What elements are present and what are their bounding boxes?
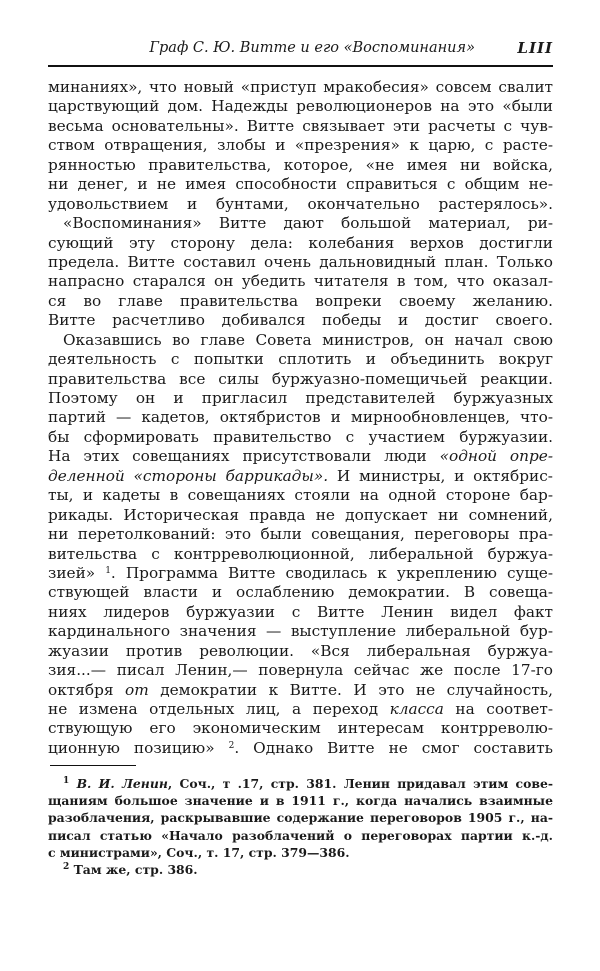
text-line: вительства с контрреволюционной, либеральной буржуа- [48,544,553,563]
text-line [48,467,553,486]
italic-text: «одной опре- [439,447,553,466]
paragraph [48,331,553,759]
footnote-rule [50,765,136,766]
footnote-line [48,809,553,826]
text-line [48,739,553,758]
running-title: Граф С. Ю. Витте и его «Воспоминания» [149,40,475,56]
text-line [48,447,553,466]
text-line [48,564,553,583]
footnote-marker: 2 [228,740,235,751]
text-line: удовольствием и бунтами, окончательно растерялось». [48,194,553,213]
italic-text: класса [389,700,444,718]
text-line: жуазии против революции. «Вся либеральная буржуа- [48,641,553,660]
text-line [48,700,553,719]
text-line: рянностью правительства, которое, «не имея ни войска, [48,155,553,174]
text-line: зия...— писал Ленин,— повернула сейчас же после 17-го [48,661,553,680]
text-line: предела. Витте составил очень дальновидный план. Только [48,252,553,271]
text-line: весьма основательны». Витте связывает эти расчеты с чув- [48,116,553,135]
footnote-line [48,792,553,809]
text-segment: писал статью «Начало разоблачений о переговорах партии к.-д. [48,827,553,843]
text-line: деятельность с попытки сплотить и объединить вокруг [48,350,553,369]
text-line: ни денег, и не имея способности справиться с общим не- [48,175,553,194]
footnote-marker: 2 [63,861,70,872]
text-line: рикады. Историческая правда не допускает ни сомнений, [48,505,553,524]
text-segment: Там же, стр. 386. [69,861,198,877]
text-line: ся во главе правительства вопреки своему желанию. [48,291,553,310]
text-line: царствующий дом. Надежды революционеров на это «были [48,97,553,116]
text-line: Поэтому он и пригласил представителей буржуазных [48,389,553,407]
text-segment: разоблачения, раскрывавшие содержание переговоров 1905 г., на- [48,810,553,826]
text-line: партий — кадетов, октябристов и мирнообновленцев, что- [48,408,553,427]
text-segment: на соответ- [443,700,553,718]
italic-text: деленной «стороны баррикады». [48,466,329,485]
text-line: Витте расчетливо добивался победы и достиг своего. [48,311,553,330]
text-segment: с министрами», Соч., т. 17, стр. 379—386. [48,844,350,860]
footnote-line [48,827,553,844]
text-line: правительства все силы буржуазно-помещичьей реакции. [48,369,553,388]
main-text [48,78,553,758]
footnote-line [48,844,553,861]
text-segment: И министры, и октябрис- [328,466,553,485]
text-segment: демократии к Витте. И это не случайность, [148,680,553,699]
text-line [48,681,553,700]
text-line: напрасно старался он убедить читателя в том, что оказал- [48,272,553,291]
text-line: ством отвращения, злобы и «презрения» к царю, с расте- [48,136,553,155]
footnote-line [48,861,553,878]
text-line: бы сформировать правительство с участием буржуазии. [48,427,553,446]
text-segment: На этих совещаниях присутствовали люди [48,447,440,466]
text-line: кардинального значения — выступление либеральной бур- [48,622,553,641]
text-segment: щаниям большое значение и в 1911 г., когда начались взаимные [48,793,553,809]
text-line: ни перетолкований: это были совещания, переговоры пра- [48,525,553,544]
footnote-marker: 1 [63,776,70,786]
text-segment: , Соч., т .17, стр. 381. Ленин придавал этим сове- [167,776,553,791]
page-number: LIII [517,39,553,57]
text-line: ствующей власти и ослаблению демократии. В совеща- [48,583,553,602]
text-line: ниях лидеров буржуазии с Витте Ленин видел факт [48,602,553,621]
text-line: ты, и кадеты в совещаниях стояли на одной стороне бар- [48,486,553,505]
text-line: ствующую его экономическим интересам контрреволю- [48,719,553,738]
text-segment: . Однако Витте не смог составить [234,738,553,757]
text-segment: ционную позицию» [48,738,229,757]
italic-text: В. И. Ленин [76,776,168,791]
text-segment: не измена отдельных лиц, а переход [48,700,390,718]
text-line: Оказавшись во главе Совета министров, он начал свою [63,330,553,349]
paragraph [48,214,553,331]
text-segment [69,776,76,791]
text-line: сующий эту сторону дела: колебания верхов достигли [48,233,553,252]
footnote-line [48,775,553,792]
text-line: «Воспоминания» Витте дают большой материал, ри- [63,214,553,233]
text-segment: . Программа Витте сводилась к укреплению суще- [110,563,553,582]
paragraph [48,78,553,214]
footnotes [48,775,553,878]
footnote-marker: 1 [105,565,111,576]
running-header [48,38,553,64]
text-segment: октября [48,680,126,699]
italic-text: от [125,680,149,699]
text-segment: зией» [48,563,106,582]
header-rule [48,65,553,67]
text-line: минаниях», что новый «приступ мракобесия» совсем свалит [48,78,553,96]
